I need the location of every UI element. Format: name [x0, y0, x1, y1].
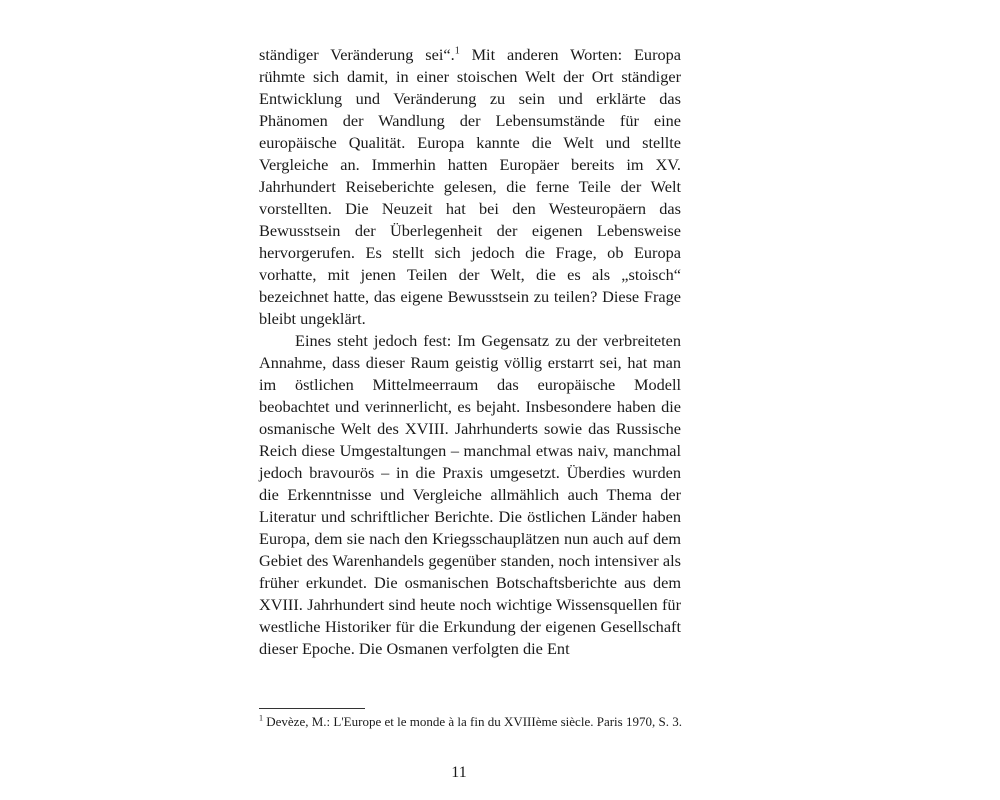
paragraph-1-rest: Mit anderen Worten: Europa rühmte sich damit, in einer stoischen Welt der Ort ständiger Entwicklung und Veränderung zu sein und erklärte das Phänomen der Wandlung der Lebensumstände für eine europäische Qualität. Europa kannte die Welt und stellte Vergleiche an. Immerhin hatten Europäer bereits im XV. Jahrhundert Reiseberichte gelesen, die ferne Teile der Welt vorstellten. Die Neuzeit hat bei den Westeuropäern das Bewusstsein der Überlegenheit der eigenen Lebensweise hervorgerufen. Es stellt sich jedoch die Frage, ob Europa vorhatte, mit jenen Teilen der Welt, die es als „stoisch“ bezeichnet hatte, das eigene Bewusstsein zu teilen? Diese Frage bleibt ungeklärt. [259, 45, 681, 328]
paragraph-2: Eines steht jedoch fest: Im Gegensatz zu der verbreiteten Annahme, dass dieser Raum geistig völlig erstarrt sei, hat man im östlichen Mittelmeerraum das europäische Modell beobachtet und verinnerlicht, es bejaht. Insbesondere haben die osmanische Welt des XVIII. Jahrhunderts sowie das Russische Reich diese Umgestaltungen – manchmal etwas naiv, manchmal jedoch bravourös – in die Praxis umgesetzt. Überdies wurden die Erkenntnisse und Vergleiche allmählich auch Thema der Literatur und schriftlicher Berichte. Die östlichen Länder haben Europa, dem sie nach den Kriegsschauplätzen nun auch auf dem Gebiet des Warenhandels gegenüber standen, noch intensiver als früher erkundet. Die osmanischen Botschaftsberichte aus dem XVIII. Jahrhundert sind heute noch wichtige Wissensquellen für westliche Historiker für die Erkundung der eigenen Gesellschaft dieser Epoche. Die Osmanen verfolgten die Ent [259, 331, 681, 658]
footnote-separator [259, 708, 365, 709]
footnote-text: Devèze, M.: L'Europe et le monde à la fin du XVIIIème siècle. Paris 1970, S. 3. [263, 714, 682, 729]
footnote-number: 1 [259, 713, 263, 723]
footnote-reference[interactable]: 1 [454, 45, 460, 57]
footnote [259, 713, 691, 730]
page-number: 11 [451, 764, 467, 781]
paragraph-1-start: ständiger Veränderung sei“. [259, 45, 455, 64]
body-text [259, 44, 681, 660]
paragraph-1 [259, 44, 681, 330]
